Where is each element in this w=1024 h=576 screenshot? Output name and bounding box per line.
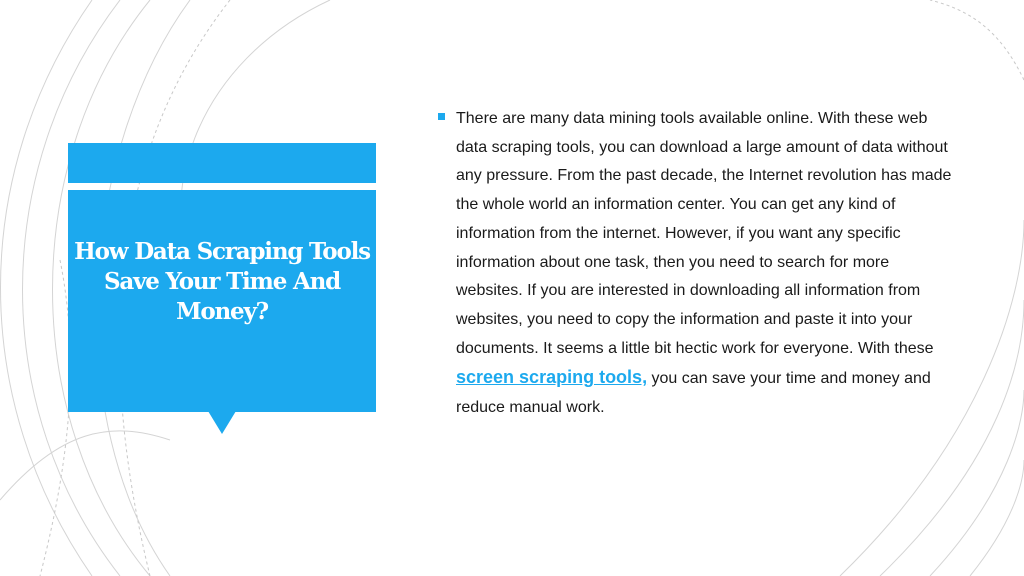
body-paragraph [456, 105, 956, 423]
bullet-icon [438, 113, 445, 120]
body-text-end: you can save your time and money and reduce manual work. [456, 370, 931, 417]
title-accent-strip [68, 143, 376, 183]
title-box-pointer [208, 411, 236, 434]
screen-scraping-tools-link[interactable]: screen scraping tools, [456, 367, 648, 388]
page-title: How Data Scraping Tools Save Your Time And Money? [74, 238, 370, 325]
title-box [68, 190, 376, 412]
body-text-start: There are many data mining tools available online. With these web data scraping tools, you can download a large amount of data without any pressure. From the past decade, the Internet revolution has made the whole world an information center. You can get any kind of information from the internet. However, if you want any specific information about one task, then you need to search for more websites. If you are interested in downloading all information from websites, you need to copy the information and paste it into your documents. It seems a little bit hectic work for everyone. With these [456, 110, 952, 357]
body-content [438, 105, 978, 423]
